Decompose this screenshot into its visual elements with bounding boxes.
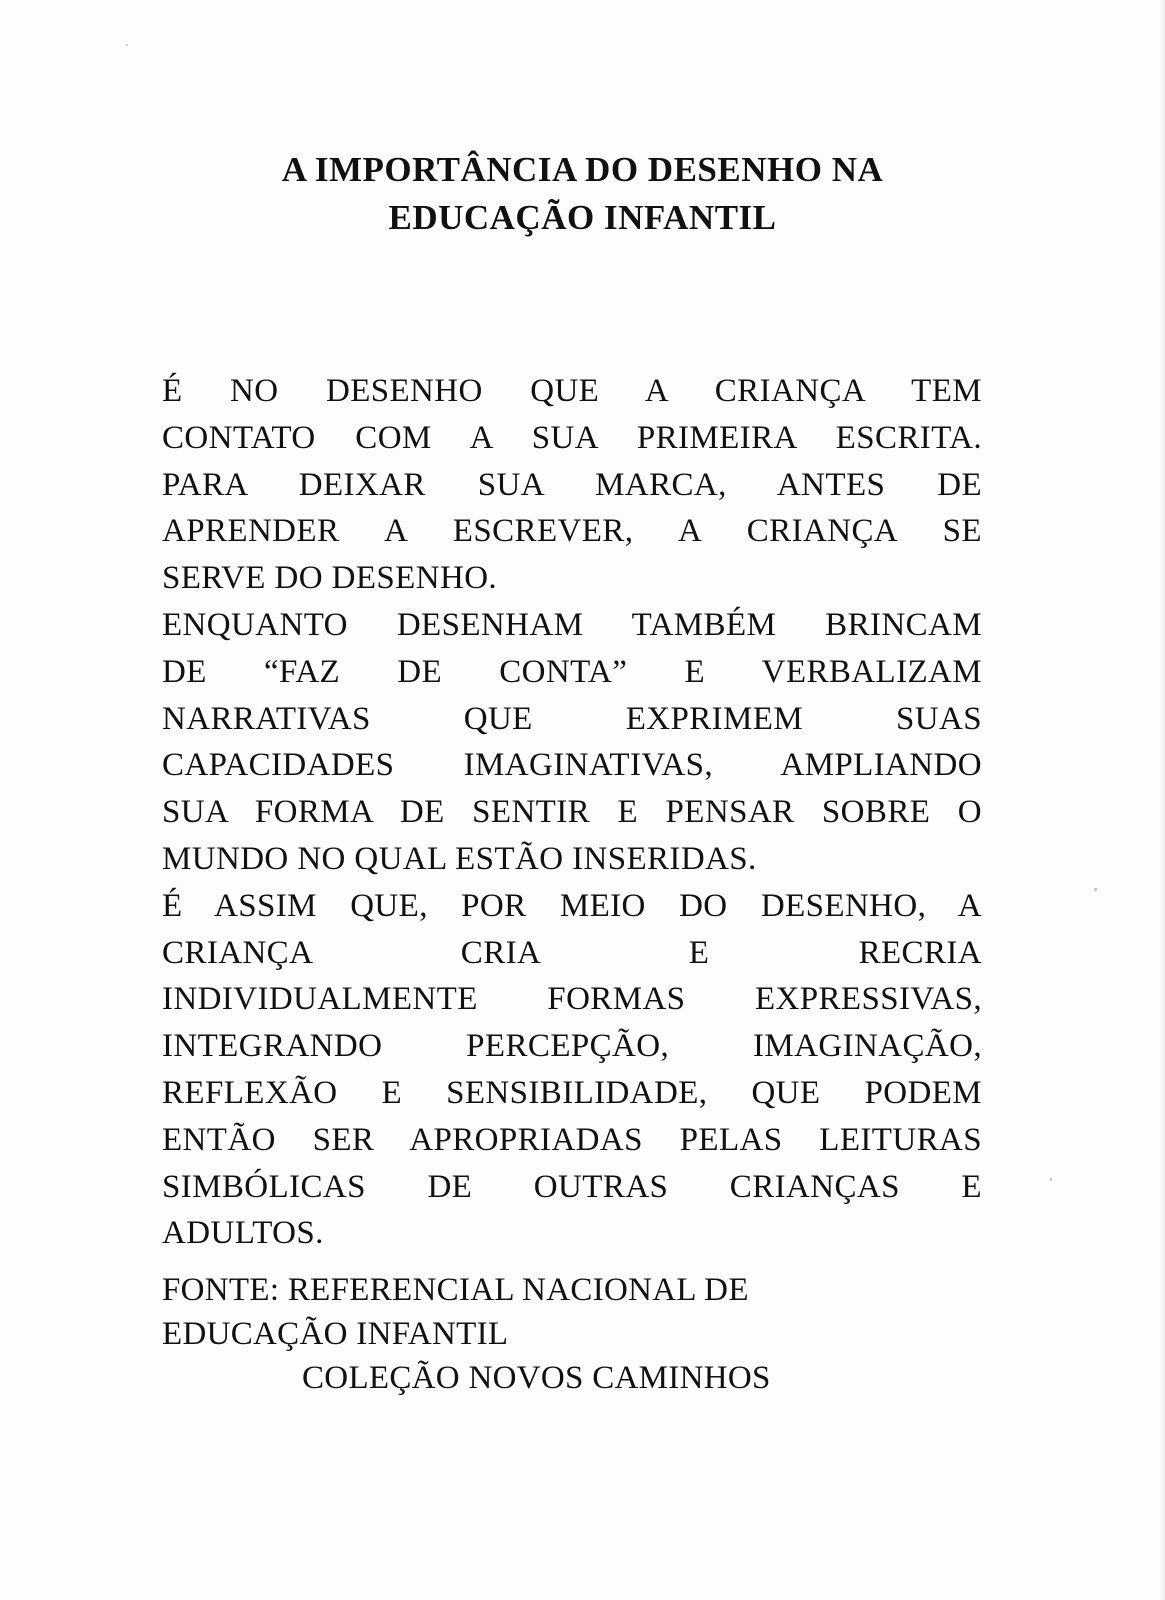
body-line: ENTÃO SER APROPRIADAS PELAS LEITURAS bbox=[162, 1121, 982, 1158]
body-line: SERVE DO DESENHO. bbox=[162, 560, 498, 597]
body-line: ENQUANTO DESENHAM TAMBÉM BRINCAM bbox=[162, 606, 982, 643]
body-line: ADULTOS. bbox=[162, 1215, 324, 1252]
body-line: CAPACIDADES IMAGINATIVAS, AMPLIANDO bbox=[162, 747, 982, 784]
source-line-3: COLEÇÃO NOVOS CAMINHOS bbox=[302, 1360, 771, 1396]
source-line-2: EDUCAÇÃO INFANTIL bbox=[162, 1316, 509, 1352]
scan-speck bbox=[1050, 1178, 1052, 1181]
title-line-2: EDUCAÇÃO INFANTIL bbox=[388, 198, 777, 237]
body-line: APRENDER A ESCREVER, A CRIANÇA SE bbox=[162, 513, 982, 550]
body-line: CONTATO COM A SUA PRIMEIRA ESCRITA. bbox=[162, 419, 982, 456]
body-line: É ASSIM QUE, POR MEIO DO DESENHO, A bbox=[162, 887, 982, 924]
body-line: REFLEXÃO E SENSIBILIDADE, QUE PODEM bbox=[162, 1074, 982, 1111]
body-line: INTEGRANDO PERCEPÇÃO, IMAGINAÇÃO, bbox=[162, 1028, 982, 1065]
body-line: NARRATIVAS QUE EXPRIMEM SUAS bbox=[162, 700, 982, 737]
title-line-1: A IMPORTÂNCIA DO DESENHO NA bbox=[281, 150, 884, 189]
scan-speck bbox=[1094, 888, 1097, 891]
body-line: CRIANÇA CRIA E RECRIA bbox=[162, 934, 982, 971]
body-line: INDIVIDUALMENTE FORMAS EXPRESSIVAS, bbox=[162, 981, 982, 1018]
source-line-1: FONTE: REFERENCIAL NACIONAL DE bbox=[162, 1272, 749, 1308]
body-line: SUA FORMA DE SENTIR E PENSAR SOBRE O bbox=[162, 794, 982, 831]
source-citation bbox=[162, 1268, 771, 1400]
scan-speck bbox=[126, 44, 128, 46]
body-line: SIMBÓLICAS DE OUTRAS CRIANÇAS E bbox=[162, 1168, 982, 1205]
body-line: PARA DEIXAR SUA MARCA, ANTES DE bbox=[162, 466, 982, 503]
body-line: MUNDO NO QUAL ESTÃO INSERIDAS. bbox=[162, 840, 757, 877]
body-line: É NO DESENHO QUE A CRIANÇA TEM bbox=[162, 373, 982, 409]
body-paragraphs bbox=[162, 368, 982, 1257]
document-title bbox=[0, 146, 1165, 242]
body-line: DE “FAZ DE CONTA” E VERBALIZAM bbox=[162, 653, 982, 690]
